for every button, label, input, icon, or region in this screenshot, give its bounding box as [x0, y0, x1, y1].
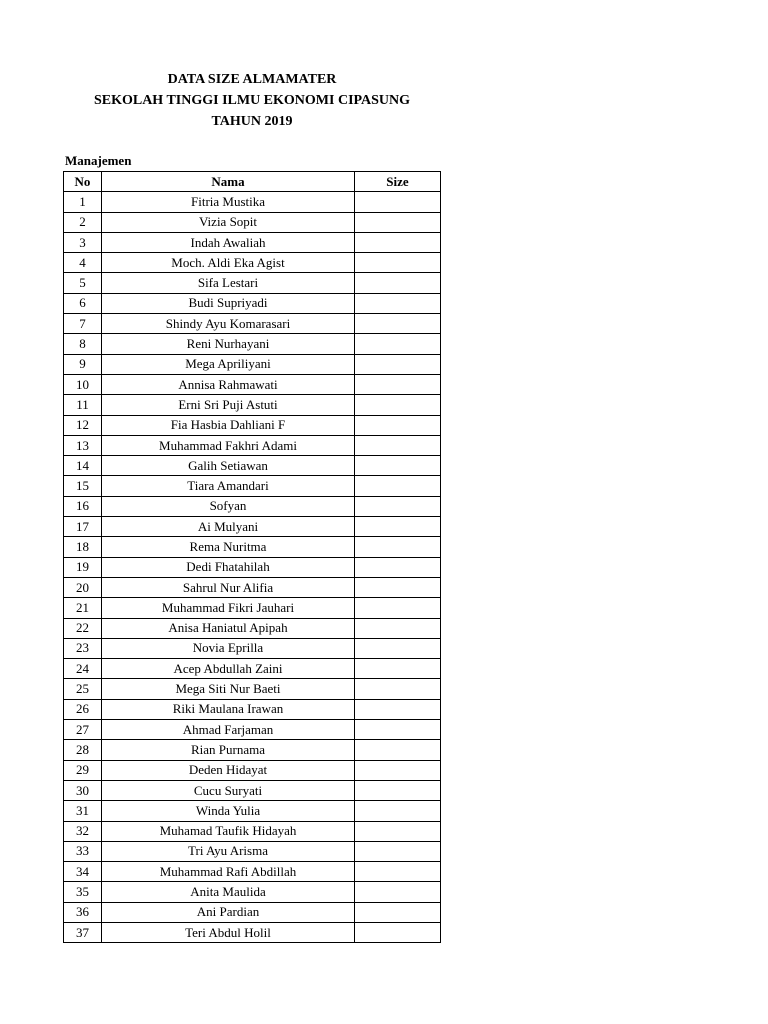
cell-name: Teri Abdul Holil: [102, 922, 355, 942]
cell-name: Sahrul Nur Alifia: [102, 577, 355, 597]
table-row: [64, 882, 441, 902]
cell-size: [355, 314, 441, 334]
table-row: [64, 517, 441, 537]
cell-size: [355, 557, 441, 577]
table-row: [64, 598, 441, 618]
cell-no: 1: [64, 192, 102, 212]
cell-size: [355, 679, 441, 699]
cell-no: 6: [64, 293, 102, 313]
cell-name: Tri Ayu Arisma: [102, 841, 355, 861]
cell-no: 26: [64, 699, 102, 719]
cell-no: 3: [64, 232, 102, 252]
cell-size: [355, 192, 441, 212]
table-row: [64, 659, 441, 679]
cell-no: 34: [64, 862, 102, 882]
table-row: [64, 354, 441, 374]
cell-size: [355, 841, 441, 861]
table-row: [64, 618, 441, 638]
table-row: [64, 699, 441, 719]
cell-size: [355, 618, 441, 638]
table-row: [64, 902, 441, 922]
cell-name: Riki Maulana Irawan: [102, 699, 355, 719]
cell-size: [355, 780, 441, 800]
table-row: [64, 496, 441, 516]
table-row: [64, 293, 441, 313]
cell-no: 7: [64, 314, 102, 334]
cell-size: [355, 821, 441, 841]
cell-no: 25: [64, 679, 102, 699]
cell-name: Novia Eprilla: [102, 638, 355, 658]
cell-name: Ai Mulyani: [102, 517, 355, 537]
table-row: [64, 801, 441, 821]
table-row: [64, 253, 441, 273]
table-header-row: [64, 172, 441, 192]
cell-size: [355, 456, 441, 476]
table-row: [64, 922, 441, 942]
cell-name: Rema Nuritma: [102, 537, 355, 557]
cell-size: [355, 253, 441, 273]
cell-size: [355, 760, 441, 780]
table-row: [64, 334, 441, 354]
cell-no: 36: [64, 902, 102, 922]
cell-size: [355, 740, 441, 760]
header-size: Size: [355, 172, 441, 192]
cell-name: Cucu Suryati: [102, 780, 355, 800]
cell-name: Rian Purnama: [102, 740, 355, 760]
table-row: [64, 841, 441, 861]
table-row: [64, 557, 441, 577]
cell-name: Moch. Aldi Eka Agist: [102, 253, 355, 273]
cell-name: Reni Nurhayani: [102, 334, 355, 354]
cell-size: [355, 476, 441, 496]
table-row: [64, 374, 441, 394]
cell-size: [355, 334, 441, 354]
cell-name: Deden Hidayat: [102, 760, 355, 780]
cell-size: [355, 720, 441, 740]
cell-no: 11: [64, 395, 102, 415]
cell-size: [355, 517, 441, 537]
cell-name: Muhammad Fikri Jauhari: [102, 598, 355, 618]
cell-size: [355, 659, 441, 679]
table-row: [64, 780, 441, 800]
cell-size: [355, 699, 441, 719]
cell-size: [355, 496, 441, 516]
cell-name: Mega Siti Nur Baeti: [102, 679, 355, 699]
cell-no: 23: [64, 638, 102, 658]
table-body: [64, 192, 441, 943]
cell-name: Anita Maulida: [102, 882, 355, 902]
cell-name: Annisa Rahmawati: [102, 374, 355, 394]
cell-size: [355, 374, 441, 394]
cell-name: Indah Awaliah: [102, 232, 355, 252]
table-row: [64, 679, 441, 699]
cell-size: [355, 882, 441, 902]
header-name: Nama: [102, 172, 355, 192]
cell-name: Galih Setiawan: [102, 456, 355, 476]
table-row: [64, 577, 441, 597]
table-row: [64, 537, 441, 557]
cell-no: 22: [64, 618, 102, 638]
cell-no: 10: [64, 374, 102, 394]
cell-no: 32: [64, 821, 102, 841]
cell-no: 31: [64, 801, 102, 821]
cell-name: Sofyan: [102, 496, 355, 516]
cell-name: Winda Yulia: [102, 801, 355, 821]
cell-no: 13: [64, 435, 102, 455]
cell-size: [355, 862, 441, 882]
cell-no: 8: [64, 334, 102, 354]
cell-size: [355, 232, 441, 252]
cell-name: Erni Sri Puji Astuti: [102, 395, 355, 415]
cell-size: [355, 902, 441, 922]
cell-no: 35: [64, 882, 102, 902]
cell-size: [355, 354, 441, 374]
title-line-2: SEKOLAH TINGGI ILMU EKONOMI CIPASUNG: [93, 93, 411, 108]
cell-no: 4: [64, 253, 102, 273]
cell-name: Vizia Sopit: [102, 212, 355, 232]
cell-name: Fia Hasbia Dahliani F: [102, 415, 355, 435]
cell-size: [355, 415, 441, 435]
cell-no: 14: [64, 456, 102, 476]
cell-size: [355, 537, 441, 557]
table-row: [64, 435, 441, 455]
cell-name: Muhammad Fakhri Adami: [102, 435, 355, 455]
section-label: Manajemen: [65, 153, 132, 168]
cell-no: 18: [64, 537, 102, 557]
cell-name: Ahmad Farjaman: [102, 720, 355, 740]
cell-name: Mega Apriliyani: [102, 354, 355, 374]
cell-no: 20: [64, 577, 102, 597]
cell-name: Sifa Lestari: [102, 273, 355, 293]
cell-name: Muhammad Rafi Abdillah: [102, 862, 355, 882]
table-row: [64, 476, 441, 496]
cell-no: 16: [64, 496, 102, 516]
cell-size: [355, 801, 441, 821]
cell-no: 30: [64, 780, 102, 800]
cell-size: [355, 922, 441, 942]
cell-no: 19: [64, 557, 102, 577]
cell-name: Tiara Amandari: [102, 476, 355, 496]
table-row: [64, 740, 441, 760]
cell-name: Ani Pardian: [102, 902, 355, 922]
cell-size: [355, 598, 441, 618]
cell-no: 2: [64, 212, 102, 232]
cell-name: Budi Supriyadi: [102, 293, 355, 313]
header-no: No: [64, 172, 102, 192]
cell-no: 12: [64, 415, 102, 435]
cell-no: 27: [64, 720, 102, 740]
cell-name: Acep Abdullah Zaini: [102, 659, 355, 679]
table-row: [64, 192, 441, 212]
cell-name: Shindy Ayu Komarasari: [102, 314, 355, 334]
cell-name: Muhamad Taufik Hidayah: [102, 821, 355, 841]
table-row: [64, 273, 441, 293]
table-row: [64, 760, 441, 780]
table-row: [64, 395, 441, 415]
table-row: [64, 456, 441, 476]
cell-size: [355, 435, 441, 455]
table-row: [64, 415, 441, 435]
table-row: [64, 821, 441, 841]
table-row: [64, 638, 441, 658]
cell-size: [355, 395, 441, 415]
title-line-1: DATA SIZE ALMAMATER: [167, 72, 337, 87]
table-row: [64, 862, 441, 882]
cell-size: [355, 638, 441, 658]
cell-no: 5: [64, 273, 102, 293]
cell-name: Anisa Haniatul Apipah: [102, 618, 355, 638]
document-title: [0, 69, 504, 132]
cell-no: 15: [64, 476, 102, 496]
table-row: [64, 314, 441, 334]
cell-no: 28: [64, 740, 102, 760]
cell-size: [355, 293, 441, 313]
cell-size: [355, 273, 441, 293]
table-row: [64, 720, 441, 740]
table-row: [64, 232, 441, 252]
cell-no: 21: [64, 598, 102, 618]
cell-no: 33: [64, 841, 102, 861]
cell-no: 9: [64, 354, 102, 374]
cell-name: Fitria Mustika: [102, 192, 355, 212]
cell-size: [355, 212, 441, 232]
cell-no: 17: [64, 517, 102, 537]
cell-no: 37: [64, 922, 102, 942]
cell-name: Dedi Fhatahilah: [102, 557, 355, 577]
title-line-3: TAHUN 2019: [211, 114, 293, 129]
cell-no: 29: [64, 760, 102, 780]
cell-size: [355, 577, 441, 597]
roster-table: [63, 171, 441, 943]
cell-no: 24: [64, 659, 102, 679]
table-row: [64, 212, 441, 232]
